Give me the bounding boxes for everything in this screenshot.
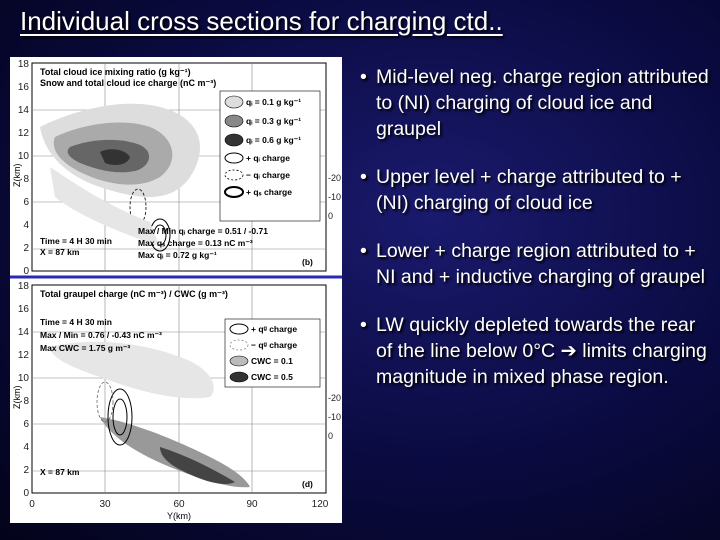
bullet-text: Mid-level neg. charge region attributed to (NI) charging of cloud ice and graupel bbox=[376, 66, 709, 140]
panel-b-stats bbox=[138, 226, 268, 260]
panel-d-ytick: 2 bbox=[23, 465, 29, 476]
panel-b-rtick: -20 bbox=[328, 173, 342, 183]
panel-d-xlabel: Y(km) bbox=[167, 511, 191, 521]
panel-d-ytick: 12 bbox=[17, 350, 29, 361]
panel-b-x: X = 87 km bbox=[40, 247, 80, 257]
panel-b-ylabel: Z(km) bbox=[12, 163, 22, 187]
panel-d-legend bbox=[225, 319, 320, 387]
bullet-dot: • bbox=[360, 166, 367, 188]
panel-d-ytick: 14 bbox=[17, 327, 29, 338]
panel-d-stat-1: Max / Min = 0.76 / -0.43 nC m⁻³ bbox=[40, 330, 162, 340]
panel-d-ytick: 18 bbox=[17, 281, 29, 292]
bullet-dot: • bbox=[360, 66, 367, 88]
panel-d-ytick: 4 bbox=[23, 442, 29, 453]
panel-d-rtick: -20 bbox=[328, 393, 342, 403]
panel-d-x: X = 87 km bbox=[40, 467, 80, 477]
panel-d-xtick: 60 bbox=[173, 499, 185, 510]
panel-b-legend-item-6: + qₛ charge bbox=[246, 187, 292, 197]
panel-d-legend-item-2: − qᵍ charge bbox=[251, 340, 298, 350]
cross-section-plots bbox=[10, 57, 342, 523]
bullet-dot: • bbox=[360, 240, 367, 262]
panel-b-ytick: 2 bbox=[23, 243, 29, 254]
panel-d-xtick: 0 bbox=[29, 499, 35, 510]
panel-b-legend-item-1: qᵢ = 0.1 g kg⁻¹ bbox=[246, 97, 302, 107]
panel-b-rticks bbox=[328, 173, 341, 221]
panel-b-ytick: 4 bbox=[23, 220, 29, 231]
bullet-text: Upper level + charge attributed to + (NI) charging of cloud ice bbox=[376, 166, 682, 214]
panel-b-ytick: 10 bbox=[17, 151, 29, 162]
panel-b-ytick: 8 bbox=[23, 174, 29, 185]
panel-b-time: Time = 4 H 30 min bbox=[40, 236, 112, 246]
panel-d-heading: Total graupel charge (nC m⁻³) / CWC (g m⁻³) bbox=[40, 289, 228, 299]
bullet-item bbox=[360, 238, 710, 290]
panel-d-xtick: 30 bbox=[99, 499, 111, 510]
panel-b-label: (b) bbox=[302, 257, 313, 267]
panel-d-ytick: 10 bbox=[17, 373, 29, 384]
panel-d-rtick: 0 bbox=[328, 431, 334, 441]
panel-d-graupel-contours bbox=[50, 342, 250, 487]
panel-b-stat-3: Max qᵢ = 0.72 g kg⁻¹ bbox=[138, 250, 217, 260]
slide-title: Individual cross sections for charging ctd.. bbox=[20, 6, 503, 36]
panel-b-legend-item-3: qᵢ = 0.6 g kg⁻¹ bbox=[246, 135, 302, 145]
panel-d-legend-item-3: CWC = 0.1 bbox=[251, 356, 293, 366]
panel-b-heading2: Snow and total cloud ice charge (nC m⁻³) bbox=[40, 78, 217, 88]
bullet-list bbox=[360, 64, 710, 412]
panel-d-ylabel: Z(km) bbox=[12, 385, 22, 409]
panel-d-ytick: 0 bbox=[23, 488, 29, 499]
panel-d-label: (d) bbox=[302, 479, 313, 489]
panel-b-stat-1: Max / Min qᵢ charge = 0.51 / -0.71 bbox=[138, 226, 268, 236]
panel-d-ytick: 6 bbox=[23, 419, 29, 430]
cross-section-figure bbox=[10, 57, 342, 523]
panel-d-rticks bbox=[328, 393, 341, 441]
bullet-item bbox=[360, 64, 710, 142]
bullet-text: LW quickly depleted towards the rear of the line below 0°C ➔ limits charging magnitude in mixed phase region. bbox=[376, 314, 707, 388]
panel-b-ytick: 18 bbox=[17, 59, 29, 70]
panel-d-time: Time = 4 H 30 min bbox=[40, 317, 112, 327]
panel-d-rtick: -10 bbox=[328, 412, 342, 422]
panel-b-ytick: 0 bbox=[23, 266, 29, 277]
panel-b-ytick: 16 bbox=[17, 82, 29, 93]
panel-b-ytick: 14 bbox=[17, 105, 29, 116]
bullet-dot: • bbox=[360, 314, 367, 336]
panel-b-stat-2: Max qₛ charge = 0.13 nC m⁻³ bbox=[138, 238, 253, 248]
panel-b-heading1: Total cloud ice mixing ratio (g kg⁻¹) bbox=[40, 67, 191, 77]
panel-d-xtick: 120 bbox=[311, 499, 329, 510]
bullet-text: Lower + charge region attributed to + NI and + inductive charging of graupel bbox=[376, 240, 706, 288]
panel-d-xtick: 90 bbox=[246, 499, 258, 510]
panel-d-xticks bbox=[29, 499, 329, 510]
panel-b-rtick: 0 bbox=[328, 211, 334, 221]
panel-b-legend bbox=[220, 91, 320, 221]
panel-b-legend-item-2: qᵢ = 0.3 g kg⁻¹ bbox=[246, 116, 302, 126]
panel-d-legend-item-1: + qᵍ charge bbox=[251, 324, 298, 334]
panel-b-ytick: 12 bbox=[17, 128, 29, 139]
panel-d-ytick: 16 bbox=[17, 304, 29, 315]
panel-d-stat-2: Max CWC = 1.75 g m⁻³ bbox=[40, 343, 131, 353]
panel-b-legend-item-5: − qᵢ charge bbox=[246, 170, 290, 180]
panel-d-ytick: 8 bbox=[23, 396, 29, 407]
panel-b-ytick: 6 bbox=[23, 197, 29, 208]
panel-b-rtick: -10 bbox=[328, 192, 342, 202]
panel-b-legend-item-4: + qᵢ charge bbox=[246, 153, 290, 163]
panel-d-legend-item-4: CWC = 0.5 bbox=[251, 372, 293, 382]
bullet-item bbox=[360, 164, 710, 216]
bullet-item bbox=[360, 312, 710, 390]
